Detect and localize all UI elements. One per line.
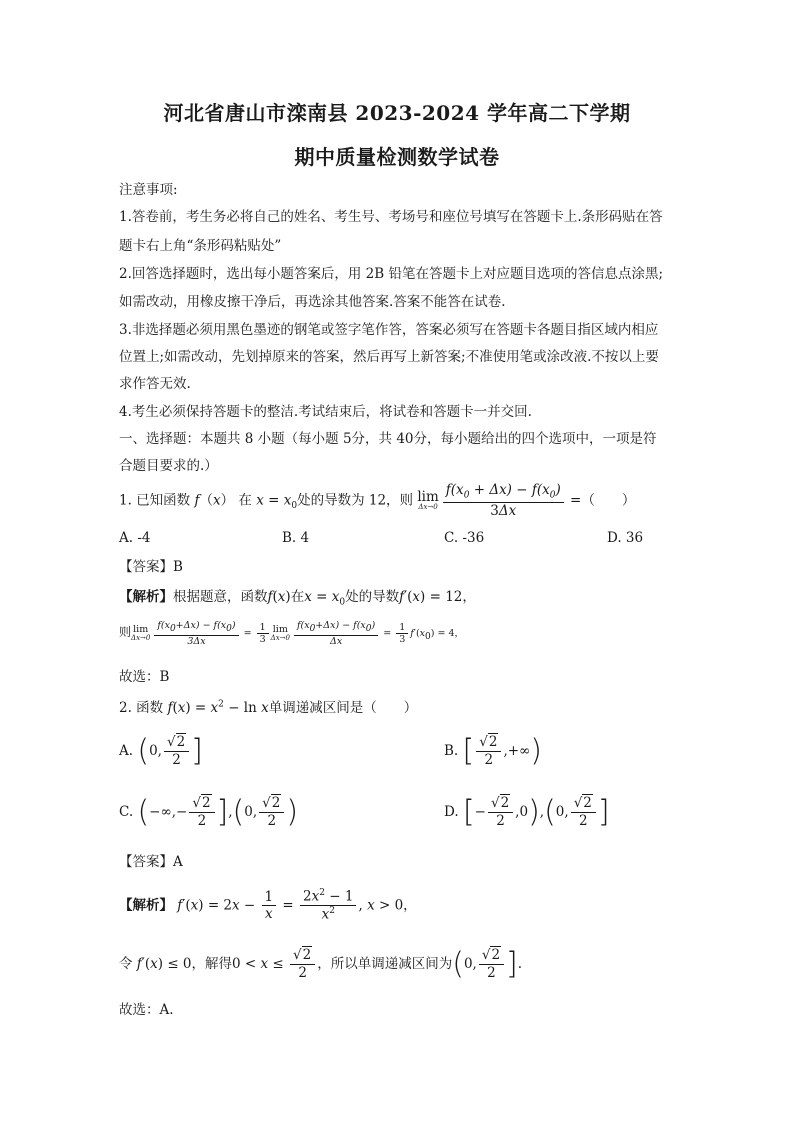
- q1-analysis-label: 【解析】: [119, 589, 173, 605]
- notes-heading: 注意事项:: [119, 182, 178, 198]
- q1-option-a: A. -4: [119, 530, 151, 546]
- q2-option-b-label: B.: [444, 742, 459, 759]
- q1-stem-mid2: 处的导数为 12，则: [297, 492, 414, 509]
- q1-answer: 【答案】B: [119, 559, 183, 575]
- q1-analysis-text4: ，: [462, 589, 476, 605]
- exam-title-line2: 期中质量检测数学试卷: [294, 145, 500, 169]
- note-4: 4.考生必须保持答题卡的整洁.考试结束后，将试卷和答题卡一并交回.: [119, 404, 532, 420]
- note-3c: 求作答无效.: [119, 376, 191, 392]
- q2-answer: 【答案】A: [119, 854, 183, 870]
- q1-option-d: D. 36: [607, 530, 644, 546]
- q1-option-b: B. 4: [282, 530, 310, 546]
- q2-option-a: A. (0, $\frac{√2}{2}$ ]: [119, 733, 203, 769]
- q2-stem: 2. 函数 $f(x) = x^2 - \ln x$单调递减区间是（ ）: [119, 699, 418, 716]
- q1-stem-pre: 1. 已知函数: [119, 492, 191, 509]
- q1-stem-end: =（ ）: [570, 492, 636, 509]
- note-3b: 位置上;如需改动，先划掉原来的答案，然后再写上新答案;不准使用笔或涂改液.不按以上要: [119, 349, 659, 365]
- q1-option-c: C. -36: [444, 530, 485, 546]
- q2-option-c: C. (−∞,− $\frac{√2}{2}$ ],(0, $\frac{√2}{2}$ ): [119, 794, 299, 830]
- note-2a: 2.回答选择题时，选出每小题答案后，用 2B 铅笔在答题卡上对应题目选项的答信息点涂黑;: [119, 266, 664, 282]
- note-1b: 题卡右上角“条形码粘贴处”: [119, 238, 282, 254]
- q1-analysis: 【解析】根据题意，函数f(x)在$x = x_0$处的导数f′(x) = 12，: [119, 589, 476, 608]
- exam-title-line1: 河北省唐山市滦南县 2023-2024 学年高二下学期: [163, 101, 631, 125]
- q1-fx: f: [194, 492, 200, 509]
- q2-stem-end: 单调递减区间是（ ）: [268, 700, 418, 716]
- q2-solve: ，解得: [191, 955, 233, 972]
- q1-derivation: 则 lim Δx→0 $\frac{f(x_0+\Delta x) - f(x_0)}{3\Delta x}$ = $\frac{1}{3}$ lim Δx→0 $\frac{f(x_0+\Delta x) - f(x_0)}{\Delta x}$ = $\frac{1}{3}$ $f'(x_0) = 4$，: [119, 620, 465, 647]
- q2-period: .: [517, 955, 523, 972]
- q1-stem: 1. 已知函数 f（x） 在 $x = x_0$处的导数为 12，则 lim Δx→0 $\frac{f(x_0 + \Delta x) - f(x_0)}{3\Delta x}$ =（ ）: [119, 482, 636, 519]
- note-3a: 3.非选择题必须用黑色墨迹的钢笔或签字笔作答，答案必须写在答题卡各题目指区域内相应: [119, 322, 659, 338]
- q1-x-eq-x0: x: [256, 492, 264, 509]
- note-1a: 1.答卷前，考生务必将自己的姓名、考生号、考场号和座位号填写在答题卡上.条形码贴在答: [119, 209, 663, 225]
- q1-then: 则: [119, 625, 132, 640]
- section1-line-a: 一、选择题：本题共 8 小题（每小题 5分，共 40分，每小题给出的四个选项中，一项是符: [119, 431, 657, 447]
- q2-analysis-label: 【解析】: [119, 897, 173, 914]
- q2-option-a-label: A.: [119, 742, 134, 759]
- q1-analysis-text1: 根据题意，函数: [173, 589, 268, 605]
- q2-option-b: B. [ $\frac{√2}{2}$ ,+∞): [444, 733, 543, 769]
- q2-option-d: D. [− $\frac{√2}{2}$ ,0),(0, $\frac{√2}{2}$ ]: [444, 794, 610, 830]
- q1-result: = 4，: [437, 628, 465, 640]
- q2-let: 令: [119, 955, 133, 972]
- q2-option-d-label: D.: [444, 803, 459, 820]
- q1-stem-mid: 在: [238, 492, 252, 509]
- q1-fraction: $\frac{f(x_0 + \Delta x) - f(x_0)}{3\Delta x}$: [443, 482, 564, 520]
- note-2b: 如需改动，用橡皮擦干净后，再选涂其他答案.答案不能答在试卷.: [119, 294, 506, 310]
- q1-analysis-text3: 处的导数: [345, 589, 400, 605]
- q1-limit: lim Δx→0: [417, 488, 439, 512]
- section1-line-b: 合题目要求的.）: [119, 458, 218, 474]
- q2-stem-pre: 2. 函数: [119, 700, 164, 716]
- q2-analysis: 【解析】 f′(x) = 2x − $\frac{1}{x}$ = $\frac{2x^2 - 1}{x^2}$ , x > 0，: [119, 888, 417, 923]
- q1-analysis-text2: 在: [290, 589, 305, 605]
- q2-choose: 故选：A.: [119, 1002, 174, 1018]
- q2-solution: 令 f′(x) ≤ 0，解得0 < x ≤ $\frac{√2}{2}$ ，所以单调递减区间为(0, $\frac{√2}{2}$ ].: [119, 946, 523, 982]
- q1-choose: 故选：B: [119, 669, 170, 685]
- q2-option-c-label: C.: [119, 803, 134, 820]
- q2-so: ，所以单调递减区间为: [317, 955, 453, 972]
